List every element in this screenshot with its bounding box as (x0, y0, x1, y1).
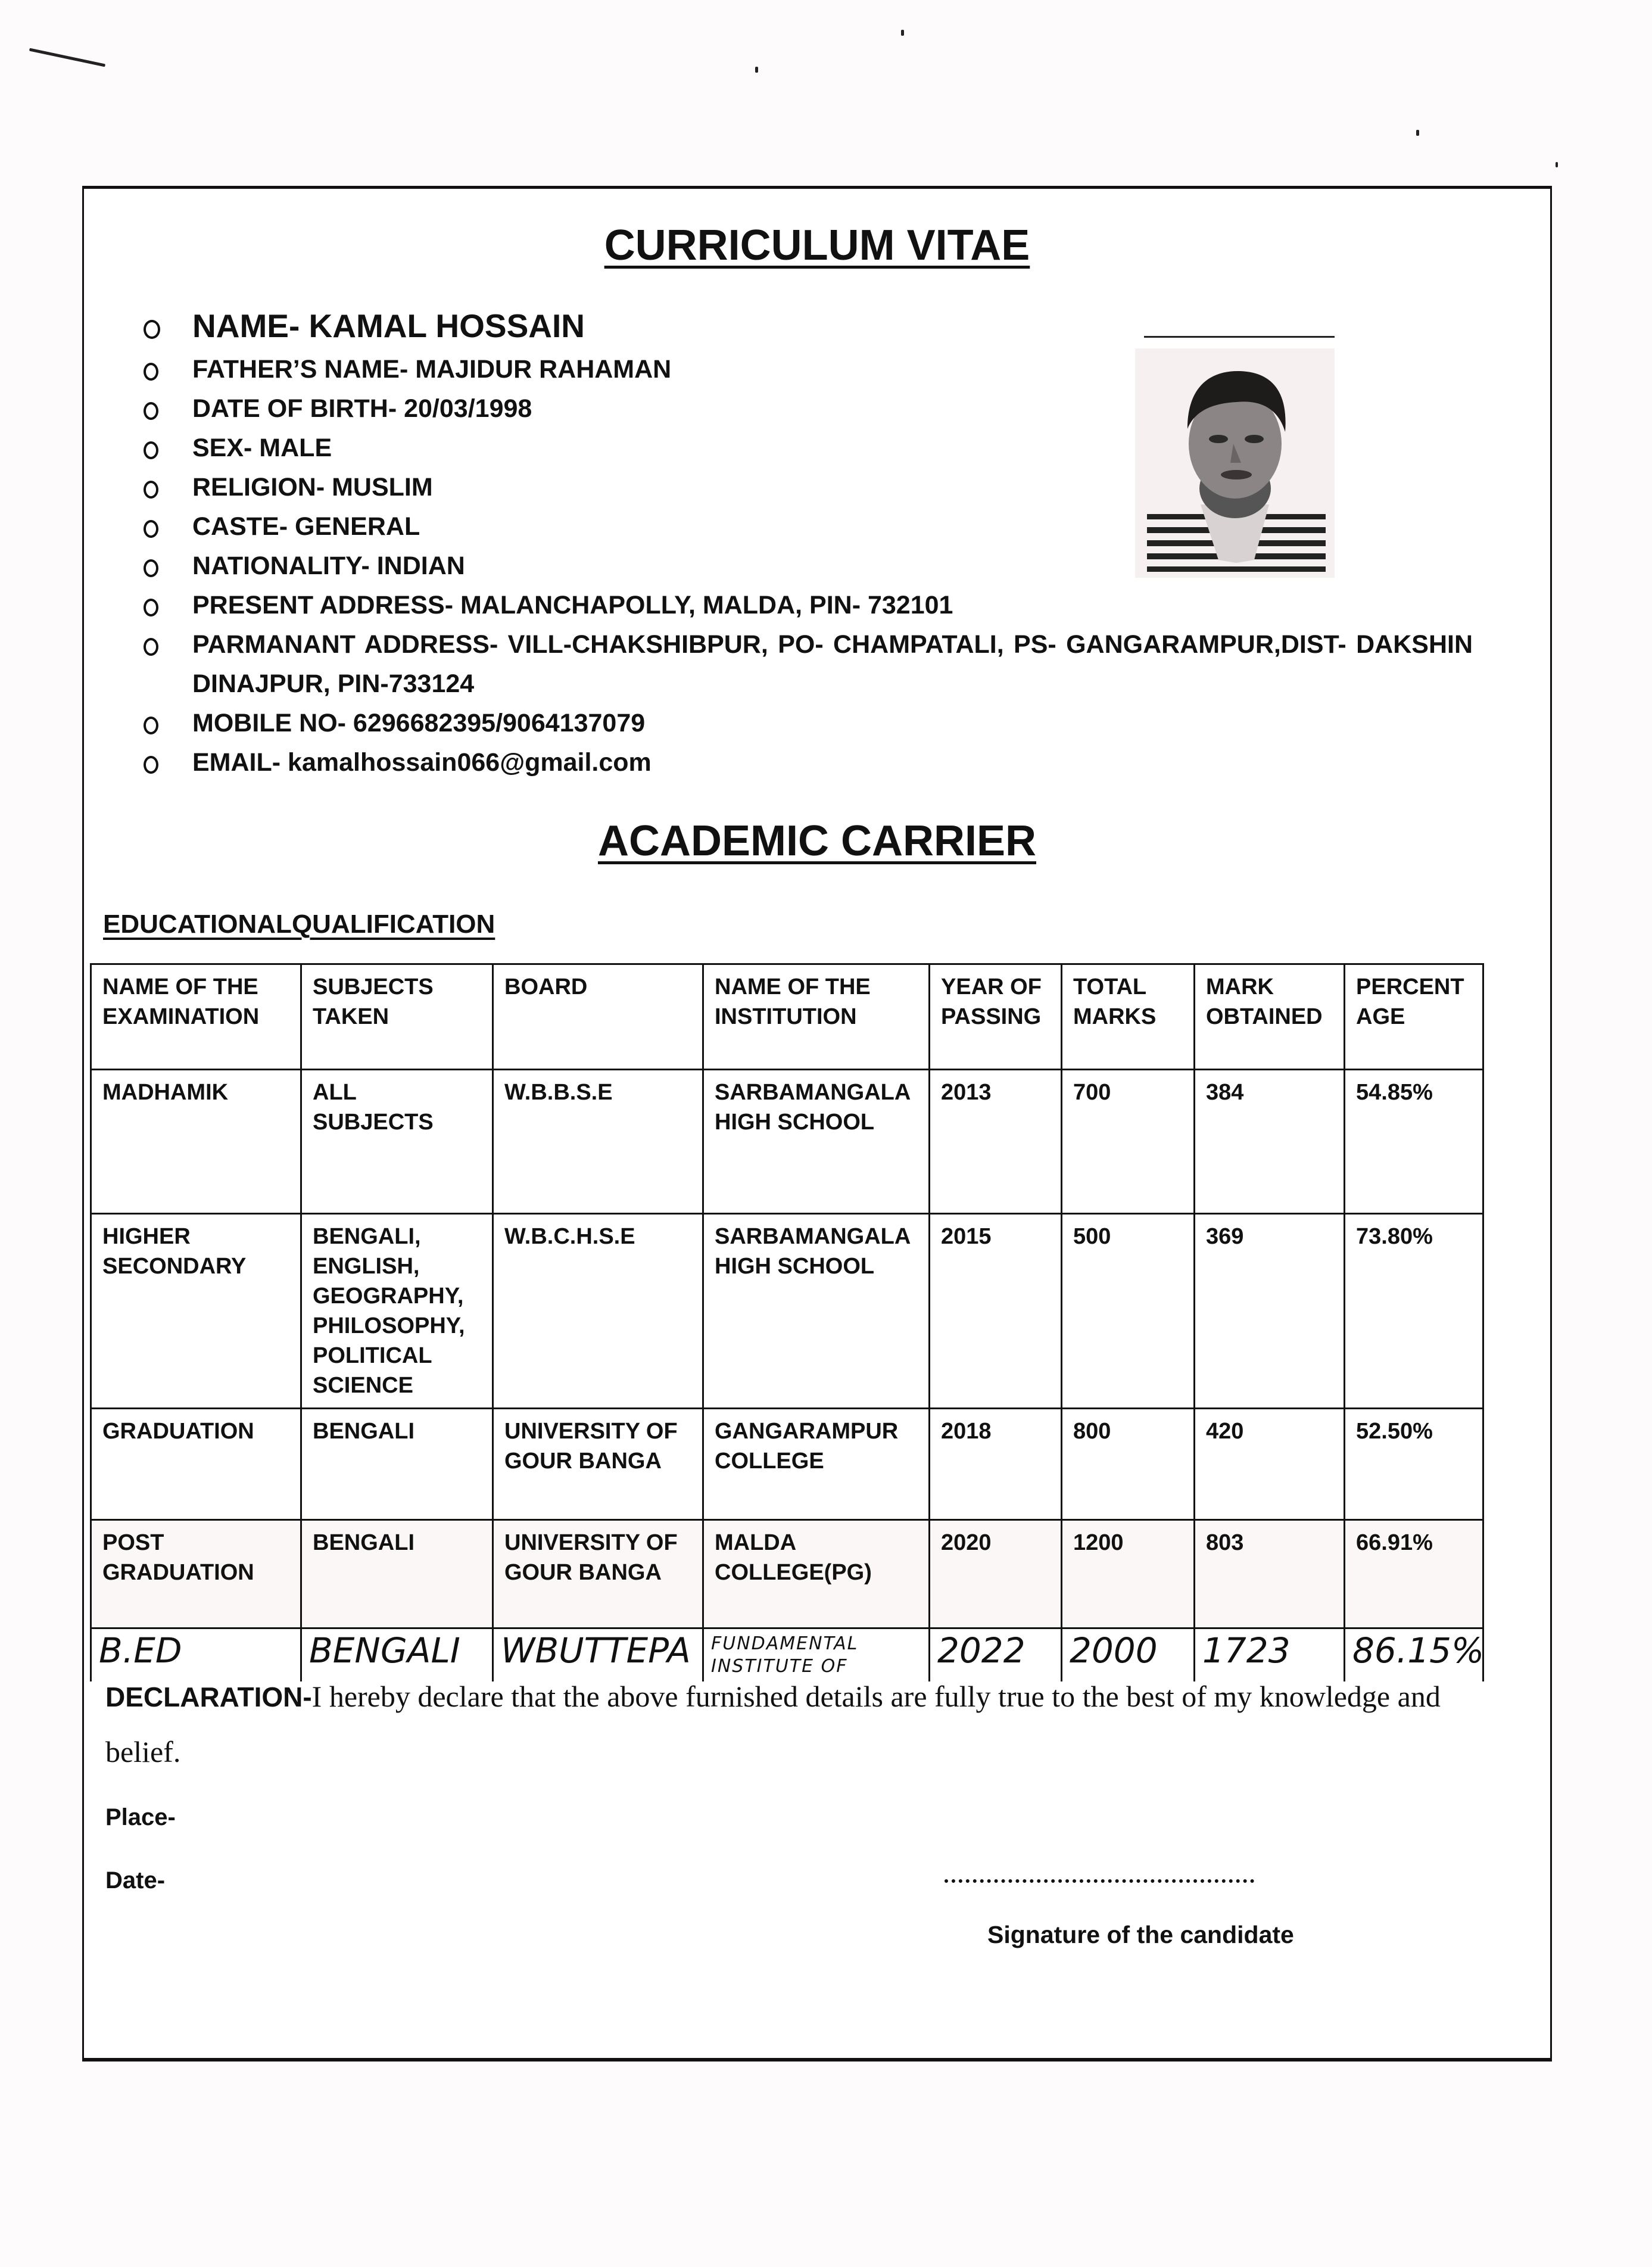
table-cell: UNIVERSITY OF GOUR BANGA (493, 1409, 703, 1520)
circle-bullet-icon (144, 481, 158, 499)
scan-mark (1556, 162, 1558, 167)
table-cell: 369 (1195, 1214, 1345, 1409)
table-cell: 52.50% (1345, 1409, 1483, 1520)
circle-bullet-icon (144, 756, 158, 774)
declaration-label: DECLARATION- (105, 1681, 312, 1712)
scan-mark (29, 48, 105, 67)
circle-bullet-icon (144, 363, 158, 381)
table-cell: WBUTTEPA (493, 1628, 703, 1682)
table-cell: UNIVERSITY OF GOUR BANGA (493, 1520, 703, 1628)
table-cell: GANGARAMPUR COLLEGE (703, 1409, 930, 1520)
column-header: SUBJECTS TAKEN (301, 964, 493, 1070)
table-cell: SARBAMANGALA HIGH SCHOOL (703, 1070, 930, 1214)
table-cell: 1200 (1062, 1520, 1195, 1628)
candidate-photo (1135, 348, 1335, 578)
table-cell: 384 (1195, 1070, 1345, 1214)
info-date-of-birth: DATE OF BIRTH- 20/03/1998 (144, 389, 1513, 428)
declaration (105, 1669, 1493, 1779)
signature-label: Signature of the candidate (987, 1921, 1294, 1948)
info-religion: RELIGION- MUSLIM (144, 468, 1513, 507)
table-cell: FUNDAMENTAL INSTITUTE OF (703, 1628, 930, 1682)
place-label: Place- (105, 1804, 176, 1830)
info-mobile: MOBILE NO- 6296682395/9064137079 (144, 703, 1513, 743)
table-cell: 2000 (1062, 1628, 1195, 1682)
table-cell: MADHAMIK (91, 1070, 301, 1214)
table-cell: 500 (1062, 1214, 1195, 1409)
table-cell: 700 (1062, 1070, 1195, 1214)
circle-bullet-icon (144, 717, 158, 734)
academic-title: ACADEMIC CARRIER (598, 817, 1036, 865)
cv-page-frame (82, 186, 1552, 2062)
photo-top-rule (1144, 336, 1335, 338)
info-caste: CASTE- GENERAL (144, 507, 1513, 546)
education-heading: EDUCATIONALQUALIFICATION (103, 910, 495, 939)
table-cell: 2022 (930, 1628, 1062, 1682)
column-header: NAME OF THE EXAMINATION (91, 964, 301, 1070)
table-cell: 803 (1195, 1520, 1345, 1628)
table-cell: B.ED (91, 1628, 301, 1682)
table-cell: SARBAMANGALA HIGH SCHOOL (703, 1214, 930, 1409)
scan-mark (1416, 130, 1419, 136)
table-cell: POST GRADUATION (91, 1520, 301, 1628)
info-sex: SEX- MALE (144, 428, 1513, 468)
table-cell: 66.91% (1345, 1520, 1483, 1628)
table-cell: W.B.C.H.S.E (493, 1214, 703, 1409)
table-cell: 2020 (930, 1520, 1062, 1628)
table-header-row (91, 964, 1483, 1070)
info-email: EMAIL- kamalhossain066@gmail.com (144, 743, 1513, 782)
table-row (91, 1409, 1483, 1520)
table-cell: BENGALI (301, 1409, 493, 1520)
table-cell: 2015 (930, 1214, 1062, 1409)
circle-bullet-icon (144, 559, 158, 577)
table-cell: 86.15% (1345, 1628, 1483, 1682)
circle-bullet-icon (144, 402, 158, 420)
table-row (91, 1070, 1483, 1214)
table-cell: 800 (1062, 1409, 1195, 1520)
info-father-name: FATHER’S NAME- MAJIDUR RAHAMAN (144, 350, 1513, 389)
table-cell: 420 (1195, 1409, 1345, 1520)
table-cell: 1723 (1195, 1628, 1345, 1682)
date-label: Date- (105, 1867, 166, 1894)
table-cell: BENGALI, ENGLISH, GEOGRAPHY, PHILOSOPHY, POLITICAL SCIENCE (301, 1214, 493, 1409)
table-cell: BENGALI (301, 1520, 493, 1628)
column-header: YEAR OF PASSING (930, 964, 1062, 1070)
circle-bullet-icon (144, 320, 160, 339)
table-cell: ALL SUBJECTS (301, 1070, 493, 1214)
person-photo-icon (1135, 348, 1335, 578)
circle-bullet-icon (144, 520, 158, 538)
table-cell: MALDA COLLEGE(PG) (703, 1520, 930, 1628)
signature-line (945, 1879, 1254, 1883)
education-table (90, 963, 1484, 1681)
table-cell: HIGHER SECONDARY (91, 1214, 301, 1409)
column-header: PERCENT AGE (1345, 964, 1483, 1070)
table-row (91, 1520, 1483, 1628)
column-header: BOARD (493, 964, 703, 1070)
table-cell: 2018 (930, 1409, 1062, 1520)
circle-bullet-icon (144, 599, 158, 616)
info-nationality: NATIONALITY- INDIAN (144, 546, 1513, 586)
scan-mark (755, 67, 758, 73)
scan-mark (901, 30, 904, 36)
declaration-text: I hereby declare that the above furnished details are fully true to the best of my knowledge and belief. (105, 1680, 1441, 1768)
info-name: NAME- KAMAL HOSSAIN (144, 302, 1513, 350)
circle-bullet-icon (144, 638, 158, 656)
table-row (91, 1214, 1483, 1409)
table-cell: BENGALI (301, 1628, 493, 1682)
page-title: CURRICULUM VITAE (604, 222, 1030, 269)
table-cell: 54.85% (1345, 1070, 1483, 1214)
table-cell: 73.80% (1345, 1214, 1483, 1409)
info-permanent-address: PARMANANT ADDRESS- VILL-CHAKSHIBPUR, PO- CHAMPATALI, PS- GANGARAMPUR,DIST- DAKSHIN DINAJPUR, PIN-733124 (144, 625, 1473, 703)
table-cell: 2013 (930, 1070, 1062, 1214)
table-cell: GRADUATION (91, 1409, 301, 1520)
info-present-address: PRESENT ADDRESS- MALANCHAPOLLY, MALDA, PIN- 732101 (144, 586, 1513, 625)
column-header: NAME OF THE INSTITUTION (703, 964, 930, 1070)
table-cell: W.B.B.S.E (493, 1070, 703, 1214)
circle-bullet-icon (144, 441, 158, 459)
column-header: TOTAL MARKS (1062, 964, 1195, 1070)
column-header: MARK OBTAINED (1195, 964, 1345, 1070)
